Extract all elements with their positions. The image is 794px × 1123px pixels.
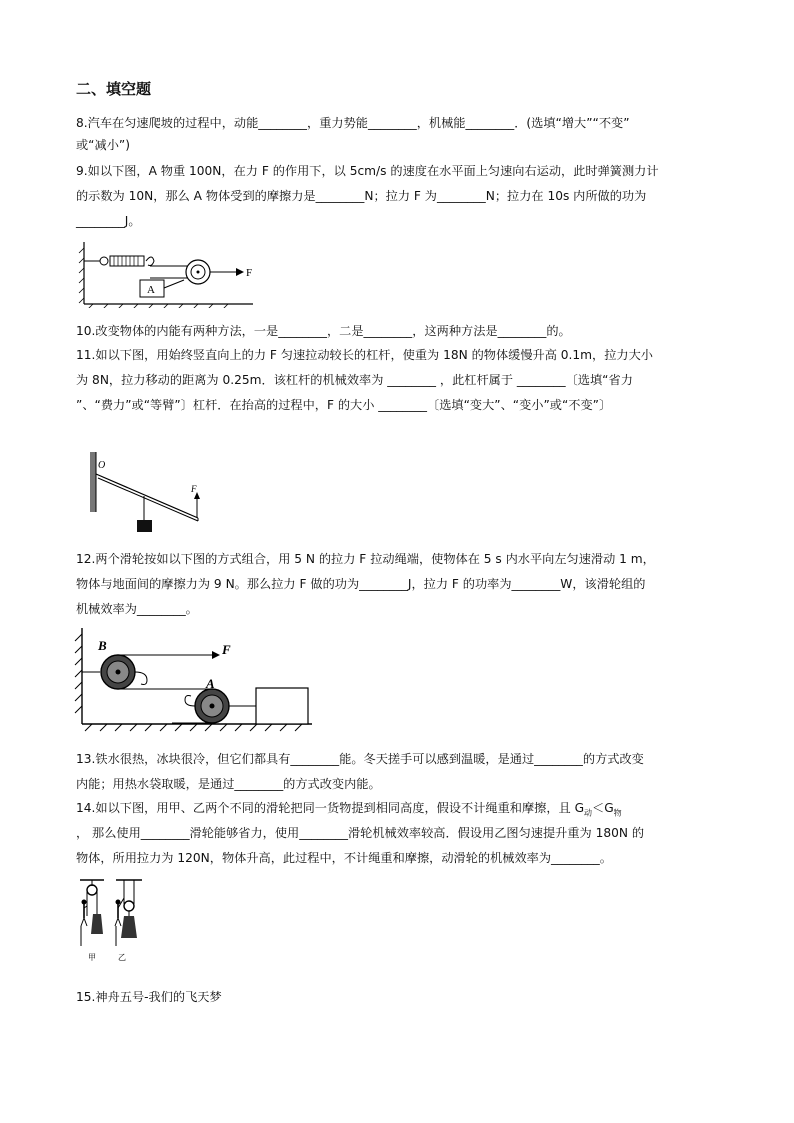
label-jia: 甲 <box>88 953 96 962</box>
question-11-line-1: 11.如以下图，用始终竖直向上的力 F 匀速拉动较长的杠杆，使重为 18N 的物体缓慢升高 0.1m，拉力大小 <box>76 348 653 362</box>
pulley-b-label: B <box>98 638 107 653</box>
pulley-a-label: A <box>206 676 215 691</box>
pulley-system-figure <box>72 626 318 734</box>
question-12-line-2: 物体与地面间的摩擦力为 9 N。那么拉力 F 做的功为________J，拉力 F 的功率为________W，该滑轮组的 <box>76 577 646 591</box>
question-14-line-2: ， 那么使用________滑轮能够省力，使用________滑轮机械效率较高．假设用乙图匀速提升重为 180N 的 <box>76 826 645 840</box>
question-9-line-3: ________J。 <box>76 214 141 228</box>
subscript-dong: 动 <box>584 808 593 818</box>
question-8-line-2: 或“减小”) <box>76 138 130 152</box>
lever-force-label: F <box>191 484 197 494</box>
pivot-o-label: O <box>98 460 106 471</box>
question-12-line-3: 机械效率为________。 <box>76 602 198 616</box>
subscript-wu: 物 <box>613 808 622 818</box>
less-than-sign: ＜G <box>592 801 614 815</box>
force-f-label: F <box>246 267 253 279</box>
section-title: 二、填空题 <box>76 80 152 98</box>
question-14-text: 14.如以下图，用甲、乙两个不同的滑轮把同一货物提到相同高度，假设不计绳重和摩擦，且 G <box>76 801 585 815</box>
label-yi: 乙 <box>118 953 126 962</box>
question-9-line-1: 9.如以下图，A 物重 100N，在力 F 的作用下，以 5cm/s 的速度在水平面上匀速向右运动，此时弹簧测力计 <box>76 164 659 178</box>
two-pulleys-figure <box>76 876 146 964</box>
spring-scale-pulley-figure <box>78 238 258 308</box>
question-13-line-1: 13.铁水很热，冰块很冷，但它们都具有________能。冬天搓手可以感到温暖，是通过________的方式改变 <box>76 752 644 766</box>
pulley-force-label: F <box>222 642 231 657</box>
question-13-line-2: 内能；用热水袋取暖，是通过________的方式改变内能。 <box>76 777 381 791</box>
question-9-line-2: 的示数为 10N，那么 A 物体受到的摩擦力是________N；拉力 F 为________N；拉力在 10s 内所做的功为 <box>76 189 647 203</box>
question-15-line-1: 15.神舟五号-我们的飞天梦 <box>76 990 222 1004</box>
lever-figure <box>86 450 216 540</box>
question-11-line-3: ”、“费力”或“等臂”〕杠杆．在抬高的过程中，F 的大小 ________〔选填“变大”、“变小”或“不变”〕 <box>76 398 612 412</box>
block-a-label: A <box>147 284 155 296</box>
question-14-line-3: 物体，所用拉力为 120N，物体升高，此过程中，不计绳重和摩擦，动滑轮的机械效率为________。 <box>76 851 612 865</box>
question-12-line-1: 12.两个滑轮按如以下图的方式组合，用 5 N 的拉力 F 拉动绳端，使物体在 5 s 内水平向左匀速滑动 1 m， <box>76 552 655 566</box>
question-8-line-1: 8.汽车在匀速爬坡的过程中，动能________，重力势能________，机械能________．(选填“增大”“不变” <box>76 116 630 130</box>
question-14-line-1 <box>76 799 622 822</box>
question-10-line-1: 10.改变物体的内能有两种方法，一是________，二是________，这两种方法是________的。 <box>76 324 571 338</box>
question-11-line-2: 为 8N，拉力移动的距离为 0.25m．该杠杆的机械效率为 ________ ，此杠杆属于 ________〔选填“省力 <box>76 373 633 387</box>
